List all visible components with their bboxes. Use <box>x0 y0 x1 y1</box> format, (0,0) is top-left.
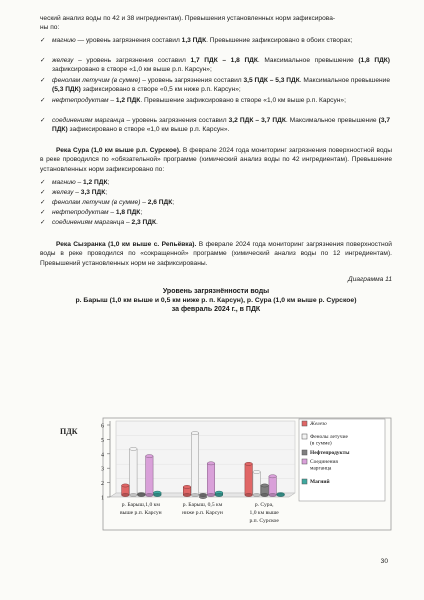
checkmark-icon: ✓ <box>40 117 46 124</box>
bar-base-0-1 <box>130 493 138 496</box>
page-number: 30 <box>380 558 388 565</box>
legend-label: (в сумме) <box>310 440 332 447</box>
legend-label: Железо <box>310 421 327 427</box>
chart-title: Уровень загрязнённости воды <box>162 288 270 295</box>
x-tick-label: выше р.п. Карсун <box>119 510 162 516</box>
sura-paragraph: Река Сура (1,0 км выше р.п. Сурское). В феврале 2024 года мониторинг загрязнения поверхностной воды в реке проводился по «обязательной» программе (химический анализ воды по 42 ингредиентам). Превышение установленных норм зафиксировано по: <box>40 147 392 173</box>
sura-item-magnesium: ✓ магнию – 1,2 ПДК; <box>40 179 110 186</box>
sura-item-phenols: ✓ фенолам летучим (в сумме) – 2,6 ПДК; <box>40 199 175 206</box>
legend-swatch <box>302 450 307 455</box>
y-tick-label: 3 <box>101 466 104 473</box>
checkmark-icon: ✓ <box>40 97 46 104</box>
bar-base-1-1 <box>191 493 199 496</box>
barysh-item-manganese: ✓ соединениям марганца – уровень загрязнения составил 3,2 ПДК – 3,7 ПДК. Максимальное превышение (3,7 ПДК) зафиксировано в створе «1,0 км выше р.п. Карсун». <box>40 117 390 134</box>
x-tick-label: р.п. Сурское <box>249 518 279 524</box>
bar-cap-2-3 <box>269 475 277 478</box>
bar-2-0 <box>245 464 253 495</box>
pollution-chart <box>40 315 392 540</box>
chart-back-wall <box>116 421 295 493</box>
legend-swatch <box>302 479 307 484</box>
bar-base-1-4 <box>215 493 223 496</box>
bar-cap-1-1 <box>191 431 199 434</box>
bar-2-1 <box>253 472 261 495</box>
bar-base-1-3 <box>207 493 215 496</box>
legend-label: Соединения <box>310 459 338 465</box>
bar-cap-2-2 <box>261 484 269 487</box>
figure-caption: Диаграмма 11 <box>348 276 392 283</box>
checkmark-icon: ✓ <box>40 37 46 44</box>
y-tick-label: 1 <box>101 495 104 502</box>
x-tick-label: ниже р.п. Карсун <box>182 510 223 516</box>
bar-cap-2-0 <box>245 462 253 465</box>
bar-1-3 <box>207 463 215 495</box>
bar-base-2-3 <box>269 493 277 496</box>
chart-subtitle: р. Барыш (1,0 км выше и 0,5 км ниже р. п. Карсун), р. Сура (1,0 км выше р. Сурское) <box>75 297 357 304</box>
bar-base-1-0 <box>183 493 191 496</box>
checkmark-icon: ✓ <box>40 77 46 84</box>
sura-item-manganese: ✓ соединениям марганца – 2,3 ПДК. <box>40 219 158 226</box>
bar-base-0-4 <box>154 493 162 496</box>
bar-cap-1-3 <box>207 462 215 465</box>
checkmark-icon: ✓ <box>40 219 46 226</box>
legend-label: Нефтепродукты <box>310 450 350 456</box>
checkmark-icon: ✓ <box>40 57 46 64</box>
legend-label: Фенолы летучие <box>310 434 348 440</box>
bar-0-3 <box>146 456 154 495</box>
legend-label: марганца <box>310 465 332 472</box>
y-tick-label: 2 <box>101 481 104 488</box>
bar-base-0-3 <box>146 493 154 496</box>
checkmark-icon: ✓ <box>40 179 46 186</box>
bar-base-1-2 <box>199 493 207 496</box>
bar-1-1 <box>191 433 199 495</box>
barysh-item-magnesium: ✓ магнию — уровень загрязнения составил 1,3 ПДК. Превышение зафиксировано в обоих створах; <box>40 37 353 44</box>
barysh-item-iron: ✓ железу – уровень загрязнения составил 1,7 ПДК – 1,8 ПДК. Максимальное превышение (1,8 ПДК) зафиксировано в створе «1,0 км выше р.п. Карсун»; <box>40 57 391 74</box>
legend-label: Магний <box>310 479 330 485</box>
y-axis-label: ПДК <box>60 427 78 436</box>
x-tick-label: р. Барыш,1,0 км <box>121 502 160 508</box>
legend-swatch <box>302 421 307 426</box>
bar-base-0-2 <box>138 493 146 496</box>
y-tick-label: 4 <box>101 452 104 459</box>
bar-cap-2-1 <box>253 470 261 473</box>
bar-base-0-0 <box>122 493 130 496</box>
x-tick-label: 1,0 км выше <box>249 510 279 516</box>
y-tick-label: 6 <box>101 423 104 430</box>
bar-cap-1-0 <box>183 485 191 488</box>
sura-item-oil: ✓ нефтепродуктам – 1,8 ПДК; <box>40 209 143 216</box>
x-tick-label: р. Сура, <box>254 502 274 508</box>
bar-base-2-4 <box>277 493 285 496</box>
checkmark-icon: ✓ <box>40 189 46 196</box>
bar-cap-0-0 <box>122 484 130 487</box>
barysh-item-phenols: ✓ фенолам летучим (в сумме) – уровень загрязнения составил 3,5 ПДК – 5,3 ПДК. Максимальное превышение (5,3 ПДК) зафиксировано в створе «0,5 км ниже р.п. Карсун»; <box>40 77 390 94</box>
bar-cap-0-1 <box>130 447 138 450</box>
chart-subtitle-period: за февраль 2024 г., в ПДК <box>171 306 261 313</box>
bar-base-2-0 <box>245 493 253 496</box>
bar-base-2-2 <box>261 493 269 496</box>
syzranka-paragraph: Река Сызранка (1,0 км выше с. Репьёвка). В феврале 2024 года мониторинг загрязнения поверхностной воды в реке проводился по «сокращенной» программе (химический анализ воды по 12 ингредиентам). Превышений установленных норм не зафиксированы. <box>40 241 392 267</box>
x-tick-label: р. Барыш, 0,5 км <box>182 502 223 508</box>
bar-0-1 <box>130 449 138 495</box>
intro-paragraph-tail: ческий анализ воды по 42 и 38 ингредиентам). Превышения установленных норм зафиксирова- ны по: <box>40 15 336 32</box>
y-tick-label: 5 <box>101 437 104 444</box>
legend-swatch <box>302 459 307 464</box>
bar-cap-0-3 <box>146 455 154 458</box>
legend-swatch <box>302 434 307 439</box>
checkmark-icon: ✓ <box>40 209 46 216</box>
bar-2-3 <box>269 476 277 495</box>
sura-item-iron: ✓ железу – 3,3 ПДК; <box>40 189 108 196</box>
barysh-item-oil: ✓ нефтепродуктам – 1,2 ПДК. Превышение зафиксировано в створе «1,0 км выше р.п. Карсун»; <box>40 97 346 104</box>
checkmark-icon: ✓ <box>40 199 46 206</box>
bar-base-2-1 <box>253 493 261 496</box>
